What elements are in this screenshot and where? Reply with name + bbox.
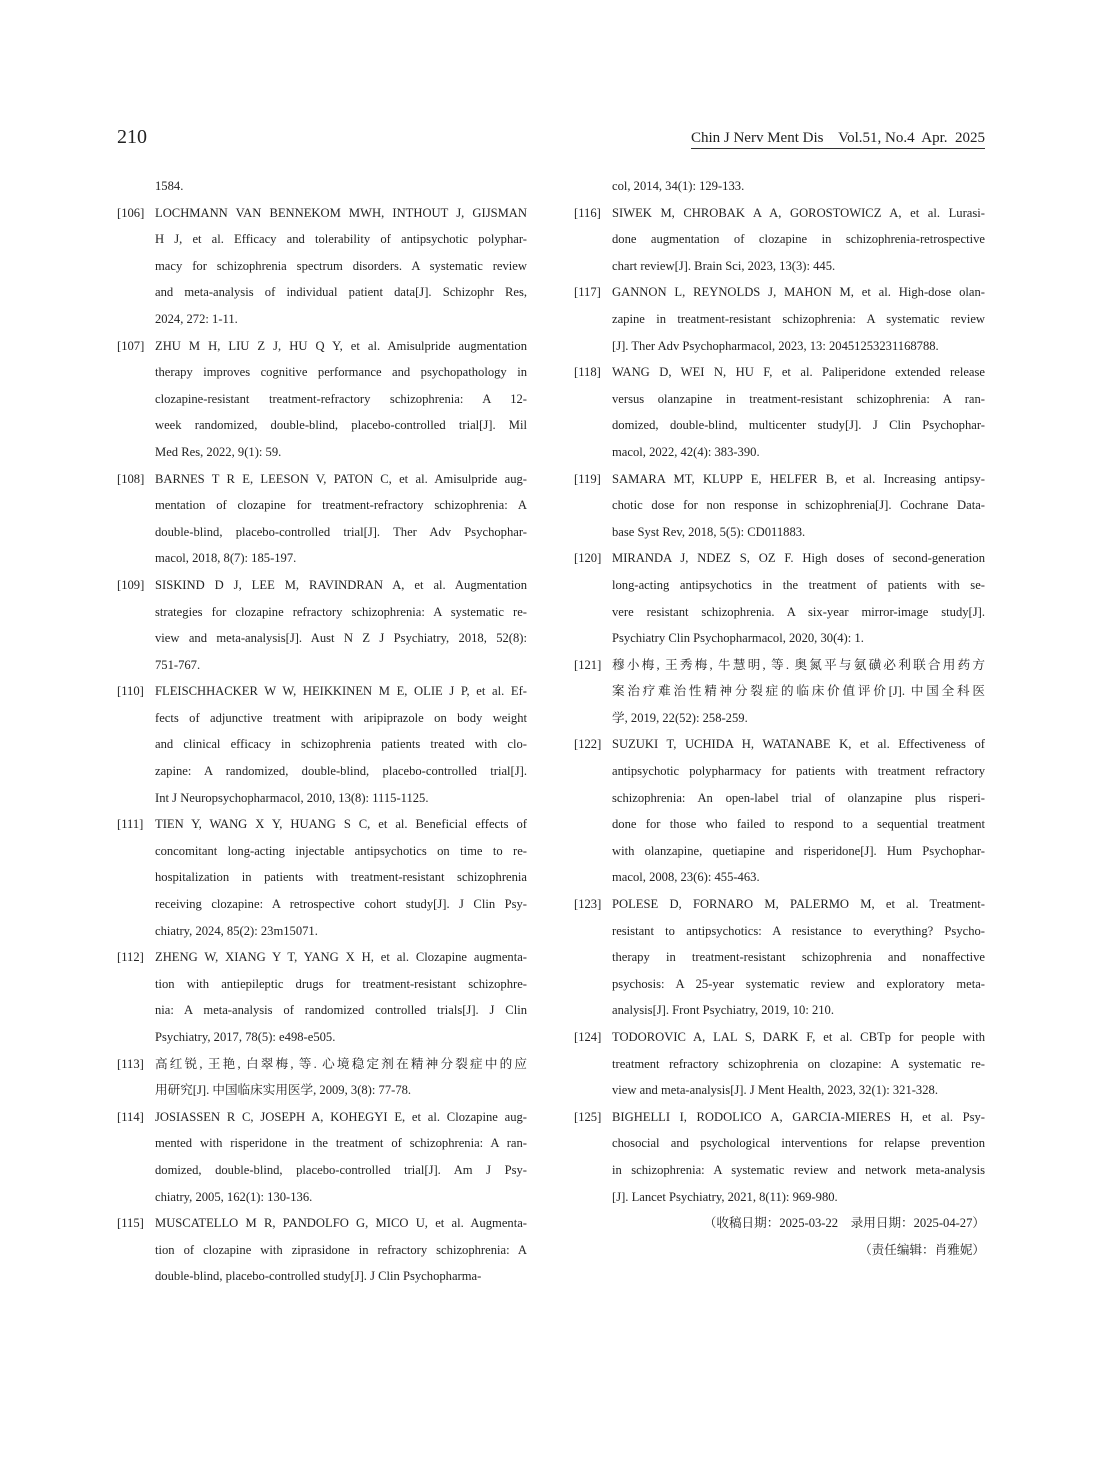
reference-number: [116] (574, 205, 601, 220)
reference-line: [J]. Lancet Psychiatry, 2021, 8(11): 969-980. (612, 1189, 838, 1204)
reference-entry (574, 466, 985, 546)
reference-entry (117, 333, 527, 466)
reference-number: [115] (117, 1216, 144, 1231)
reference-line: analysis[J]. Front Psychiatry, 2019, 10: 210. (612, 1003, 835, 1018)
reference-line: Int J Neuropsychopharmacol, 2010, 13(8): 1115-1125. (155, 790, 429, 805)
reference-line: 2024, 272: 1-11. (155, 311, 238, 326)
reference-number: [109] (117, 577, 145, 592)
reference-line: ZHENG W, XIANG Y T, YANG X H, et al. Clozapine augmenta- (155, 950, 527, 965)
reference-entry (117, 811, 527, 944)
reference-line: 751-767. (155, 657, 201, 672)
reference-entry (117, 1051, 527, 1104)
reference-line: macol, 2008, 23(6): 455-463. (612, 870, 760, 885)
reference-entry (117, 466, 527, 572)
reference-line: domized, double-blind, multicenter study[J]. J Clin Psychophar- (612, 418, 985, 433)
reference-number: [110] (117, 684, 144, 699)
page-number: 210 (117, 126, 147, 148)
reference-number: [107] (117, 338, 145, 353)
reference-line: SIWEK M, CHROBAK A A, GOROSTOWICZ A, et al. Lurasi- (612, 205, 985, 220)
reference-line: 穆小梅, 王秀梅, 牛慧明, 等. 奥氮平与氨磺必利联合用药方 (612, 657, 985, 672)
reference-line: SISKIND D J, LEE M, RAVINDRAN A, et al. Augmentation (155, 577, 527, 592)
reference-line: versus olanzapine in treatment-resistant schizophrenia: A ran- (612, 391, 985, 406)
reference-line: H J, et al. Efficacy and tolerability of antipsychotic polyphar- (155, 232, 527, 247)
reference-line: chart review[J]. Brain Sci, 2023, 13(3): 445. (612, 258, 836, 273)
reference-entry (574, 652, 985, 732)
reference-line: vere resistant schizophrenia. A six-year mirror-image study[J]. (612, 604, 985, 619)
reference-line: chiatry, 2024, 85(2): 23m15071. (155, 923, 318, 938)
reference-line: clozapine-resistant treatment-refractory schizophrenia: A 12- (155, 391, 527, 406)
reference-line: double-blind, placebo-controlled study[J]. J Clin Psychopharma- (155, 1269, 482, 1284)
reference-line: mentation of clozapine for treatment-refractory schizophrenia: A (155, 498, 527, 513)
reference-number: [118] (574, 365, 601, 380)
reference-line: JOSIASSEN R C, JOSEPH A, KOHEGYI E, et al. Clozapine aug- (155, 1109, 527, 1124)
reference-line: chiatry, 2005, 162(1): 130-136. (155, 1189, 313, 1204)
reference-line: 学, 2019, 22(52): 258-259. (612, 710, 748, 725)
reference-line: base Syst Rev, 2018, 5(5): CD011883. (612, 524, 806, 539)
reference-line: view and meta-analysis[J]. J Ment Health, 2023, 32(1): 321-328. (612, 1083, 938, 1098)
reference-line: receiving clozapine: A retrospective cohort study[J]. J Clin Psy- (155, 897, 527, 912)
reference-entry (574, 731, 985, 891)
reference-line: POLESE D, FORNARO M, PALERMO M, et al. Treatment- (612, 897, 985, 912)
reference-line: resistant to antipsychotics: A resistance to everything? Psycho- (612, 923, 985, 938)
reference-line: 1584. (155, 179, 184, 193)
reference-line: chotic dose for non response in schizophrenia[J]. Cochrane Data- (612, 498, 985, 513)
reference-line: 用研究[J]. 中国临床实用医学, 2009, 3(8): 77-78. (155, 1083, 412, 1098)
reference-line: long-acting antipsychotics in the treatment of patients with se- (612, 577, 985, 592)
reference-line: GANNON L, REYNOLDS J, MAHON M, et al. High-dose olan- (612, 285, 985, 300)
reference-line: WANG D, WEI N, HU F, et al. Paliperidone extended release (612, 365, 985, 380)
reference-entry (117, 572, 527, 678)
reference-entry (117, 1104, 527, 1210)
reference-line: done for those who failed to respond to a sequential treatment (612, 817, 985, 832)
reference-line: strategies for clozapine refractory schizophrenia: A systematic re- (155, 604, 527, 619)
responsible-editor: （责任编辑：肖雅妮） (859, 1242, 985, 1257)
reference-line: therapy in treatment-resistant schizophrenia and nonaffective (612, 950, 985, 965)
reference-continuation (574, 173, 985, 200)
reference-entry (574, 1024, 985, 1104)
references-left-column (117, 173, 527, 1290)
reference-line: BIGHELLI I, RODOLICO A, GARCIA-MIERES H, et al. Psy- (612, 1109, 985, 1124)
reference-number: [124] (574, 1030, 602, 1044)
reference-line: macy for schizophrenia spectrum disorders. A systematic review (155, 258, 527, 273)
reference-line: MUSCATELLO M R, PANDOLFO G, MICO U, et al. Augmenta- (155, 1216, 527, 1231)
reference-number: [113] (117, 1056, 144, 1071)
reference-line: macol, 2022, 42(4): 383-390. (612, 444, 760, 459)
reference-number: [123] (574, 897, 602, 912)
references-right-column (574, 173, 985, 1263)
reference-line: TIEN Y, WANG X Y, HUANG S C, et al. Beneficial effects of (155, 817, 527, 832)
reference-line: FLEISCHHACKER W W, HEIKKINEN M E, OLIE J P, et al. Ef- (155, 684, 527, 699)
reference-line: [J]. Ther Adv Psychopharmacol, 2023, 13: 20451253231168788. (612, 338, 939, 353)
reference-number: [117] (574, 285, 601, 300)
reference-entry (117, 678, 527, 811)
reference-line: in schizophrenia: A systematic review and network meta-analysis (612, 1162, 985, 1177)
running-header: Chin J Nerv Ment Dis Vol.51, No.4 Apr. 2025 (691, 130, 985, 149)
reference-line: view and meta-analysis[J]. Aust N Z J Psychiatry, 2018, 52(8): (155, 631, 527, 646)
reference-line: and clinical efficacy in schizophrenia patients treated with clo- (155, 737, 527, 752)
reference-line: col, 2014, 34(1): 129-133. (612, 179, 745, 193)
reference-line: done augmentation of clozapine in schizophrenia-retrospective (612, 232, 985, 247)
reference-line: double-blind, placebo-controlled trial[J]. Ther Adv Psychophar- (155, 524, 527, 539)
reference-number: [114] (117, 1109, 144, 1124)
reference-line: macol, 2018, 8(7): 185-197. (155, 551, 297, 566)
reference-line: 高红锐, 王艳, 白翠梅, 等. 心境稳定剂在精神分裂症中的应 (155, 1056, 527, 1071)
reference-entry (117, 200, 527, 333)
reference-line: mented with risperidone in the treatment of schizophrenia: A ran- (155, 1136, 527, 1151)
reference-number: [108] (117, 471, 145, 486)
reference-line: ZHU M H, LIU Z J, HU Q Y, et al. Amisulpride augmentation (155, 338, 527, 353)
reference-number: [106] (117, 205, 145, 220)
reference-entry (574, 200, 985, 280)
reference-line: 案治疗难治性精神分裂症的临床价值评价[J]. 中国全科医 (612, 684, 985, 699)
reference-line: BARNES T R E, LEESON V, PATON C, et al. Amisulpride aug- (155, 471, 527, 486)
reference-line: MIRANDA J, NDEZ S, OZ F. High doses of second-generation (612, 551, 985, 566)
reference-entry (574, 545, 985, 651)
reference-line: Med Res, 2022, 9(1): 59. (155, 444, 282, 459)
reference-number: [112] (117, 950, 144, 965)
reference-entry (574, 1104, 985, 1210)
reference-line: concomitant long-acting injectable antipsychotics on time to re- (155, 843, 527, 858)
reference-line: week randomized, double-blind, placebo-controlled trial[J]. Mil (155, 418, 527, 433)
reference-number: [120] (574, 551, 602, 566)
reference-entry (574, 891, 985, 1024)
reference-number: [111] (117, 817, 144, 832)
reference-line: TODOROVIC A, LAL S, DARK F, et al. CBTp for people with (612, 1030, 985, 1044)
reference-number: [121] (574, 657, 602, 672)
reference-line: zapine in treatment-resistant schizophrenia: A systematic review (612, 311, 985, 326)
reference-line: LOCHMANN VAN BENNEKOM MWH, INTHOUT J, GIJSMAN (155, 205, 527, 220)
received-accepted-dates: （收稿日期：2025-03-22 录用日期：2025-04-27） (703, 1216, 985, 1231)
reference-line: treatment refractory schizophrenia on clozapine: A systematic re- (612, 1056, 985, 1071)
reference-line: hospitalization in patients with treatment-resistant schizophrenia (155, 870, 527, 885)
reference-line: fects of adjunctive treatment with aripiprazole on body weight (155, 710, 527, 725)
reference-line: zapine: A randomized, double-blind, placebo-controlled trial[J]. (155, 764, 527, 779)
reference-entry (117, 944, 527, 1050)
reference-continuation (117, 173, 527, 200)
reference-line: and meta-analysis of individual patient data[J]. Schizophr Res, (155, 285, 527, 300)
reference-line: antipsychotic polypharmacy for patients with treatment refractory (612, 764, 985, 779)
reference-line: domized, double-blind, placebo-controlled trial[J]. Am J Psy- (155, 1162, 527, 1177)
reference-line: with olanzapine, quetiapine and risperidone[J]. Hum Psychophar- (612, 843, 985, 858)
reference-line: chosocial and psychological interventions for relapse prevention (612, 1136, 985, 1151)
reference-number: [125] (574, 1109, 602, 1124)
reference-entry (117, 1210, 527, 1290)
reference-entry (574, 359, 985, 465)
reference-line: therapy improves cognitive performance and psychopathology in (155, 365, 527, 380)
reference-line: SAMARA MT, KLUPP E, HELFER B, et al. Increasing antipsy- (612, 471, 985, 486)
reference-line: schizophrenia: An open-label trial of olanzapine plus risperi- (612, 790, 985, 805)
reference-line: nia: A meta-analysis of randomized controlled trials[J]. J Clin (155, 1003, 527, 1018)
reference-number: [119] (574, 471, 601, 486)
reference-line: psychosis: A 25-year systematic review and exploratory meta- (612, 976, 985, 991)
reference-line: SUZUKI T, UCHIDA H, WATANABE K, et al. Effectiveness of (612, 737, 985, 752)
reference-line: tion of clozapine with ziprasidone in refractory schizophrenia: A (155, 1242, 527, 1257)
reference-line: tion with antiepileptic drugs for treatment-resistant schizophre- (155, 976, 527, 991)
reference-line: Psychiatry Clin Psychopharmacol, 2020, 30(4): 1. (612, 631, 864, 646)
reference-line: Psychiatry, 2017, 78(5): e498-e505. (155, 1030, 336, 1044)
reference-entry (574, 279, 985, 359)
reference-number: [122] (574, 737, 602, 752)
